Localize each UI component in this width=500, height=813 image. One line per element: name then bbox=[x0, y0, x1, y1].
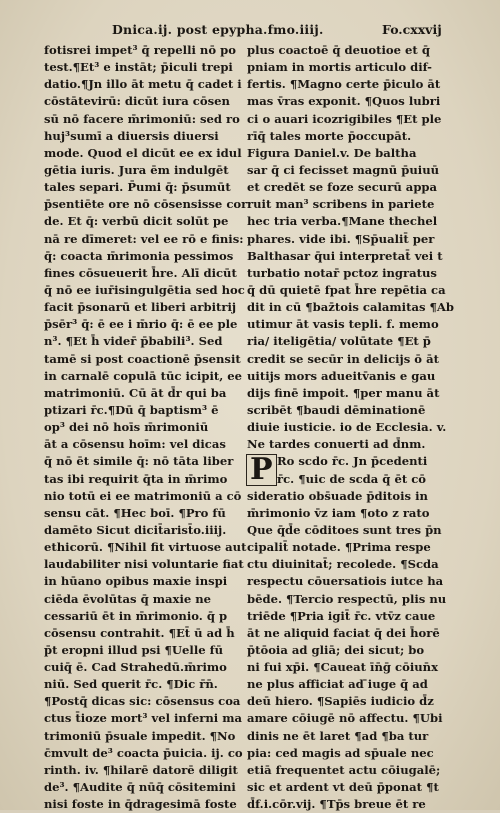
drop-cap-initial: P bbox=[246, 454, 277, 486]
text-line: test.¶Et³ e instāt; p̄iculi trepi bbox=[44, 60, 233, 75]
text-line: m̄rimonio v̄z iam ¶oto z rato bbox=[247, 505, 430, 520]
text-line: tas ibi requirit q̄ta in m̄rimo bbox=[44, 471, 228, 486]
text-line: q̄: coacta m̄rimonia pessimos bbox=[44, 248, 234, 263]
text-line: turbatio notar̄ pctoz ingratus bbox=[247, 265, 437, 280]
text-line: fertis. ¶Magno certe p̄iculo āt bbox=[247, 77, 441, 92]
text-line: fotisrei impet³ q̄ repelli nō po bbox=[44, 43, 236, 57]
text-line: hec tria verba.¶Mane thechel bbox=[247, 214, 438, 229]
text-line: de. Et q̄: verbū dicit solūt pe bbox=[44, 214, 229, 229]
text-line: cuiq̄ ē. Cad Strahedū.m̄rimo bbox=[44, 660, 227, 675]
text-line: Balthasar q̄ui interpretat̄ vei t bbox=[247, 248, 443, 263]
text-line: ci o auari icozrigibiles ¶Et ple bbox=[247, 111, 442, 126]
text-line: phares. vide ibi. ¶Sp̄ualit̄ per bbox=[247, 231, 435, 246]
text-line: q̄ nō ee iur̄isingulgētia sed hoc bbox=[44, 282, 245, 297]
left-text-column bbox=[44, 42, 254, 813]
text-line: āt ne aliquid faciat q̄ dei h̄orē bbox=[247, 625, 440, 640]
text-line: mas v̄ras exponit. ¶Quos lubri bbox=[247, 94, 441, 109]
text-line: p̄tōoia ad gliā; dei sicut; bo bbox=[247, 642, 425, 657]
text-line: laudabiliter nisi voluntarie fiat bbox=[44, 557, 244, 572]
text-line: etiā frequentet actu cōiugalē; bbox=[247, 762, 441, 777]
text-line: p̄sentiēte ore nō cōsensisse cor bbox=[44, 197, 248, 212]
text-line: ctus t̄ioze mort³ vel inferni ma bbox=[44, 711, 242, 726]
text-line: ¶Postq̄ dicas sic: cōsensus coa bbox=[44, 694, 241, 709]
text-line: respectu cōuersatiois iutce ha bbox=[247, 574, 444, 589]
text-line: ctu diuinitat̄; recolede. ¶Scda bbox=[247, 557, 439, 572]
text-line: scribēt ¶baudi dēminationē bbox=[247, 402, 426, 417]
text-line: uitijs mors adueitv̄anis e gau bbox=[247, 368, 436, 383]
text-line: sensu cāt. ¶Hec boī. ¶Pro fū bbox=[44, 505, 226, 520]
text-line: pniam in mortis articulo dif- bbox=[247, 60, 432, 75]
text-line: ne plus afficiat ad ̄iuge q̄ ad bbox=[247, 677, 428, 692]
text-line: dijs finē impoit. ¶per manu āt bbox=[247, 385, 440, 400]
text-line: āt a cōsensu hoīm: vel dicas bbox=[44, 437, 226, 452]
text-line: Que q̄d̄e cōditoes sunt tres p̄n bbox=[247, 522, 442, 537]
text-line: niū. Sed querit r̄c. ¶Dic r̄n̄. bbox=[44, 677, 218, 692]
text-line: dit in cū ¶baz̄tois calamitas ¶Ab bbox=[247, 300, 455, 315]
text-line: rīq̄ tales morte p̄occupāt. bbox=[247, 128, 412, 143]
text-line: facit p̄sonarū et liberi arbitrij bbox=[44, 300, 237, 315]
text-line: in hūano opibus maxie inspi bbox=[44, 574, 228, 589]
text-line: diuie iusticie. io de Ecclesia. v. bbox=[247, 420, 447, 435]
text-line: fines cōsueuerit h̄re. Alī dicūt bbox=[44, 265, 237, 280]
text-line: q̄ nō ēt simile q̄: nō tāta liber bbox=[44, 454, 234, 469]
text-line: triēde ¶Pria igit̄ r̄c. vtv̄z caue bbox=[247, 608, 436, 623]
text-line: datio.¶Jn illo āt metu q̄ cadet i bbox=[44, 77, 242, 92]
text-line: cōstātevirū: dicūt iura cōsen bbox=[44, 94, 230, 109]
text-line: deū hiero. ¶Sapiēs iudicio d̄z bbox=[247, 694, 434, 709]
folio-number: Fo.cxxvij bbox=[382, 22, 442, 37]
text-line: sideratio obs̄uade p̄ditois in bbox=[247, 488, 428, 503]
text-line: nā re dīmeret: vel ee rō e finis: bbox=[44, 231, 244, 246]
text-line: et credēt se foze securū appa bbox=[247, 180, 438, 195]
text-line: c̄mvult de³ coacta p̄uicia. ij. co bbox=[44, 745, 243, 760]
text-line: huj³sumī a diuersis diuersi bbox=[44, 128, 219, 143]
text-line: dinis ne ēt laret ¶ad ¶ba tur bbox=[247, 728, 429, 743]
text-line: r̄c. ¶uic de scda q̄ ēt cō bbox=[277, 471, 427, 486]
text-line: n³. ¶Et h̄ vider̄ p̄babili³. Sed bbox=[44, 334, 223, 349]
text-line: ciēda ēvolūtas q̄ maxie ne bbox=[44, 591, 212, 606]
text-line: ptizari r̄c.¶Dū q̄ baptism³ ē bbox=[44, 402, 219, 417]
text-line: op³ dei nō hoīs m̄rimoniū bbox=[44, 420, 209, 435]
text-line: ethicorū. ¶Nihil fit virtuose aut bbox=[44, 540, 247, 555]
text-line: Ne tardes conuerti ad d̄nm. bbox=[247, 437, 426, 452]
text-line: sū nō facere m̄rimoniū: sed ro bbox=[44, 111, 240, 126]
text-line: de³. ¶Audite q̄ nūq̄ cōsitemini bbox=[44, 780, 236, 795]
text-line: sic et ardent vt deū p̄ponat ¶t bbox=[247, 780, 439, 795]
text-line: tales separi. P̄umi q̄: p̄sumūt bbox=[44, 180, 231, 195]
text-line: amare cōiugē nō affectu. ¶Ubi bbox=[247, 711, 443, 726]
text-line: matrimoniū. Cū āt d̄r qui ba bbox=[44, 385, 227, 400]
text-line: d̄f.i.cōr.vij. ¶Tp̄s breue ēt re bbox=[247, 797, 426, 812]
text-line: in carnalē copulā tūc icipit, ee bbox=[44, 368, 243, 383]
text-line: tamē si post coactionē p̄sensit bbox=[44, 351, 241, 366]
text-line: nisi foste in q̄dragesimā foste bbox=[44, 797, 237, 812]
text-line: plus coactoē q̄ deuotioe et q̄ bbox=[247, 43, 430, 57]
text-line: cōsensu contrahit. ¶Et̄ ū ad h̄ bbox=[44, 625, 235, 640]
text-line: cessariū ēt in m̄rimonio. q̄ p bbox=[44, 608, 228, 623]
text-line: bēde. ¶Tercio respectū, plis nu bbox=[247, 591, 447, 606]
text-line: mode. Quod el dicūt ee ex idul bbox=[44, 145, 242, 160]
text-line: nio totū ei ee matrimoniū a cō bbox=[44, 488, 242, 503]
text-line: trimoniū p̄suale impedit. ¶No bbox=[44, 728, 236, 743]
text-line: cipalit̄ notade. ¶Prima respe bbox=[247, 540, 431, 555]
text-line: credit se secūr in delicijs ō āt bbox=[247, 351, 439, 366]
text-line: rinth. iv. ¶hilarē datorē diligit bbox=[44, 762, 238, 777]
text-line: ni fui xp̄i. ¶Caueat īn̄ḡ cōiun̄x bbox=[247, 660, 438, 675]
text-line: ria/ iteligētia/ volūtate ¶Et p̄ bbox=[247, 334, 431, 349]
text-line: ruit man³ scribens in pariete bbox=[247, 197, 435, 212]
text-line: Ro scdo r̄c. Jn p̄cedenti P bbox=[247, 453, 457, 470]
text-line: gētia iuris. Jura ēm indulgēt bbox=[44, 162, 229, 177]
text-line: pia: ced magis ad sp̄uale nec bbox=[247, 745, 434, 760]
text-line: p̄t eropni illud psi ¶Uelle fū bbox=[44, 642, 224, 657]
text-line: utimur āt vasis tepli. f. memo bbox=[247, 317, 439, 332]
text-line: Figura Daniel.v. De baltha bbox=[247, 145, 417, 160]
text-line: p̄sēr³ q̄: ē ee i m̄rio q̄: ē ee ple bbox=[44, 317, 238, 332]
right-text-column bbox=[247, 42, 457, 813]
text-line: sar q̄ ci fecisset magnū p̄uiuū bbox=[247, 162, 440, 177]
running-head: Dnica.ij. post epypha.fmo.iiij. bbox=[112, 22, 324, 37]
text-line: damēto Sicut dicit̄arist̄o.iiij. bbox=[44, 522, 227, 537]
text-line: q̄ dū quietē fpat h̄re repētia ca bbox=[247, 282, 446, 297]
